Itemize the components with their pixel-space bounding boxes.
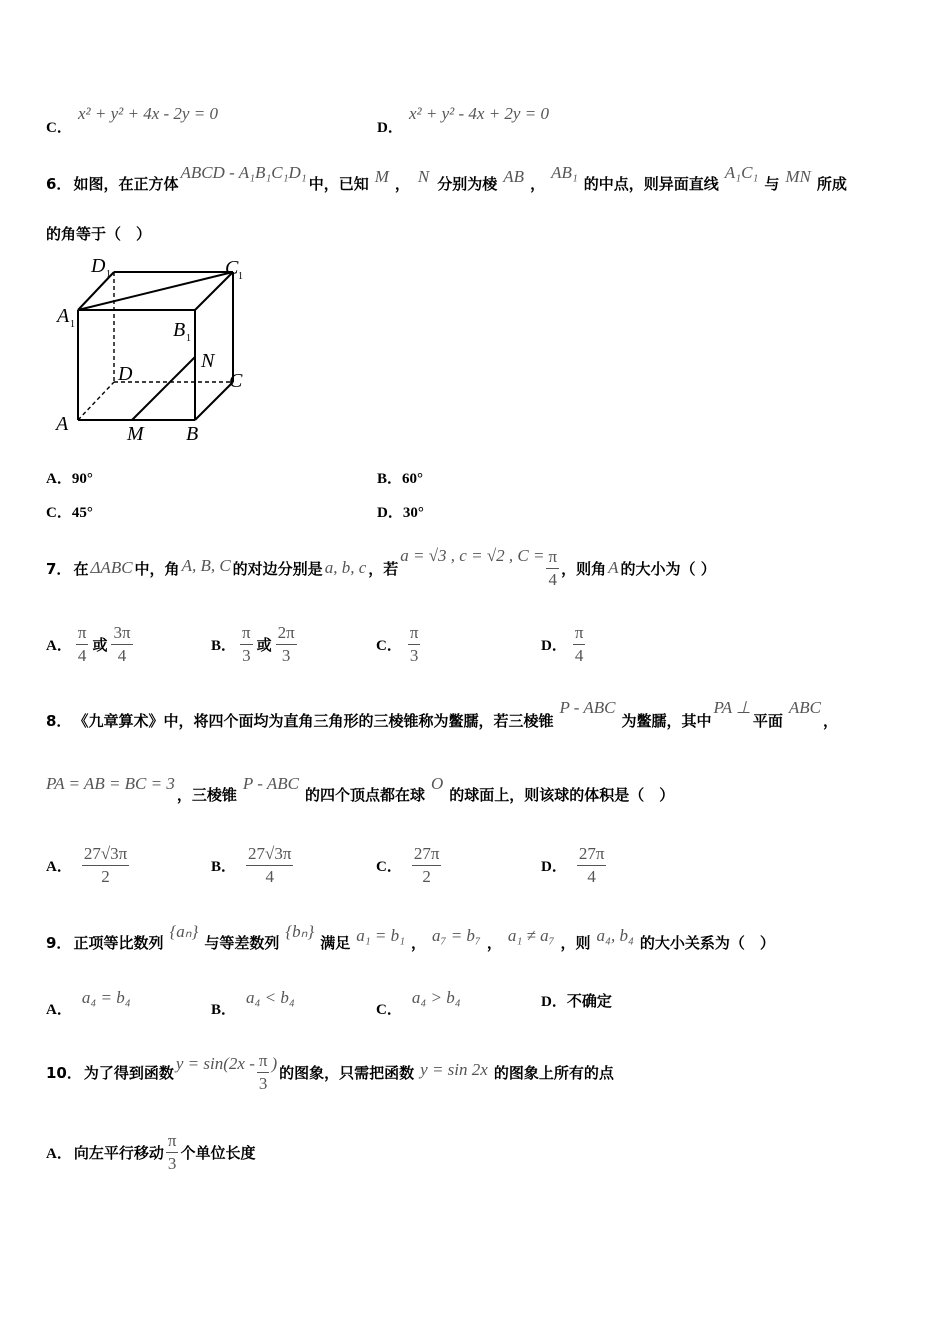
text: ， <box>530 174 546 193</box>
text: ，则 <box>560 933 591 952</box>
q9-option-c <box>376 982 461 1022</box>
math: MN <box>785 167 811 186</box>
q6-option-a <box>46 467 93 488</box>
math: A₁C₁ <box>724 163 759 182</box>
option-label: A． <box>46 471 72 487</box>
option-text: a₄ < b₄ <box>246 988 295 1007</box>
label-a1: A <box>57 305 70 327</box>
option-label: A． <box>46 637 72 654</box>
label-n: N <box>201 350 215 372</box>
cube-figure <box>50 250 260 450</box>
text: 为鳖臑，其中 <box>621 711 712 730</box>
fraction-numerator: 27π <box>412 844 442 866</box>
text: 中，已知 <box>308 174 369 193</box>
text: 正项等比数列 <box>73 933 164 952</box>
option-label: A． <box>46 1145 72 1162</box>
text: ， <box>394 174 410 193</box>
fraction <box>246 844 293 886</box>
text: 的大小关系为（ ） <box>639 933 775 952</box>
question-8-line-1 <box>46 700 838 740</box>
fraction <box>577 844 607 886</box>
fraction-denominator: 4 <box>77 645 87 665</box>
label-d1-sub: 1 <box>106 269 111 280</box>
fraction-denominator: 4 <box>548 569 558 589</box>
label-b1: B <box>173 319 186 341</box>
fraction-numerator: π <box>257 1051 270 1073</box>
math: a₁ ≠ a₇ <box>507 926 555 945</box>
q7-option-a <box>46 620 133 668</box>
q6-option-c <box>46 501 93 522</box>
fraction-denominator: 4 <box>587 866 596 886</box>
fraction <box>573 623 586 665</box>
question-number: 6． <box>46 174 72 193</box>
fraction-numerator: π <box>240 623 253 645</box>
fraction-numerator: 27√3π <box>82 844 129 866</box>
text: 《九章算术》中，将四个面均为直角三角形的三棱锥称为鳖臑，若三棱锥 <box>73 711 554 730</box>
label-c1-sub: 1 <box>238 271 243 282</box>
question-8-line-2 <box>46 774 674 814</box>
fraction-numerator: 3π <box>111 623 132 645</box>
fraction <box>240 623 253 665</box>
q9-option-b <box>211 982 295 1022</box>
math: ABCD - A₁B₁C₁D₁ <box>180 163 307 182</box>
fraction-denominator: 2 <box>422 866 431 886</box>
math: ABC <box>788 698 821 717</box>
fraction-numerator: 27√3π <box>246 844 293 866</box>
fraction <box>166 1131 179 1173</box>
math: {bₙ} <box>285 922 315 941</box>
text: 或 <box>92 635 108 654</box>
text: 平面 <box>752 711 783 730</box>
math: PA ⊥ <box>713 698 751 717</box>
text: 为了得到函数 <box>83 1063 174 1082</box>
option-label: A． <box>46 858 72 875</box>
option-text: 60° <box>402 471 424 487</box>
question-7-line <box>46 538 716 598</box>
text: 的大小为（ ） <box>620 559 716 578</box>
text: 个单位长度 <box>180 1143 256 1162</box>
label-a1-sub: 1 <box>70 319 75 330</box>
q10-option-a <box>46 1122 255 1182</box>
math: P - ABC <box>559 698 616 717</box>
text: 的球面上，则该球的体积是（ ） <box>449 785 675 804</box>
edge-b-c <box>195 382 233 420</box>
q9-option-d <box>541 990 612 1011</box>
q8-option-b <box>211 840 293 890</box>
segment-m-n <box>132 357 195 420</box>
option-label: B． <box>211 858 237 875</box>
fraction-denominator: 3 <box>409 645 419 665</box>
math: ) <box>271 1054 278 1073</box>
text: 的图象上所有的点 <box>493 1063 614 1082</box>
prev-option-d <box>377 116 403 137</box>
fraction <box>257 1051 270 1093</box>
fraction <box>111 623 132 665</box>
q6-option-b <box>377 467 423 488</box>
fraction <box>76 623 89 665</box>
fraction-numerator: π <box>166 1131 179 1153</box>
q7-option-d <box>541 620 585 668</box>
option-label: B． <box>211 637 237 654</box>
fraction-denominator: 2 <box>101 866 110 886</box>
question-number: 8． <box>46 711 72 730</box>
text: 的中点，则异面直线 <box>583 174 719 193</box>
label-c: C <box>229 370 243 392</box>
q8-option-c <box>376 840 441 890</box>
fraction <box>82 844 129 886</box>
question-9-line <box>46 922 775 962</box>
fraction-denominator: 4 <box>574 645 584 665</box>
question-6-line-1 <box>46 163 847 200</box>
option-label: C． <box>46 120 72 136</box>
question-number: 9． <box>46 933 72 952</box>
fraction-denominator: 3 <box>242 645 251 665</box>
option-label: B． <box>211 1001 237 1018</box>
math: AB₁ <box>551 163 578 182</box>
option-label: C． <box>376 637 402 654</box>
question-10-line <box>46 1042 614 1102</box>
text: 与 <box>764 174 780 193</box>
fraction-numerator: 2π <box>276 623 297 645</box>
option-text: a₄ > b₄ <box>411 988 461 1007</box>
text: ， <box>486 933 502 952</box>
label-c1: C <box>225 257 239 279</box>
q7-option-c <box>376 620 420 668</box>
math: ΔABC <box>90 558 133 577</box>
label-b1-sub: 1 <box>186 333 191 344</box>
label-d: D <box>118 363 133 385</box>
text: 与等差数列 <box>204 933 280 952</box>
text: ，三棱锥 <box>176 785 237 804</box>
text: 所成 <box>816 174 847 193</box>
text: 如图，在正方体 <box>73 174 179 193</box>
question-number: 7． <box>46 559 72 578</box>
text: ，则角 <box>561 559 607 578</box>
option-label: D． <box>377 505 403 521</box>
fraction-numerator: 27π <box>577 844 607 866</box>
option-label: C． <box>376 1001 402 1018</box>
text: 满足 <box>320 933 351 952</box>
math: a₇ = b₇ <box>432 926 481 945</box>
option-label: D． <box>541 858 567 875</box>
option-label: B． <box>377 471 403 487</box>
math: O <box>430 774 444 793</box>
prev-option-c-expr: x² + y² + 4x - 2y = 0 <box>78 104 218 123</box>
label-b: B <box>186 423 199 445</box>
q8-option-a <box>46 840 129 890</box>
prev-option-d-expr: x² + y² - 4x + 2y = 0 <box>409 104 549 123</box>
math: A <box>608 558 619 577</box>
text: 的四个顶点都在球 <box>304 785 425 804</box>
q8-option-d <box>541 840 606 890</box>
text: ， <box>822 711 838 730</box>
fraction-numerator: π <box>76 623 89 645</box>
option-label: D． <box>541 994 567 1010</box>
q6-option-d <box>377 501 424 522</box>
question-number: 10． <box>46 1063 82 1082</box>
text: 或 <box>256 635 272 654</box>
fraction-numerator: π <box>408 623 421 645</box>
option-text: 45° <box>71 505 93 521</box>
fraction-numerator: π <box>573 623 586 645</box>
text: 的图象，只需把函数 <box>279 1063 415 1082</box>
fraction-denominator: 3 <box>281 645 291 665</box>
label-m: M <box>127 423 144 445</box>
math: a₄, b₄ <box>596 926 634 945</box>
text: 在 <box>73 559 89 578</box>
math: y = sin(2x - <box>175 1054 255 1073</box>
option-label: C． <box>376 858 402 875</box>
math: a, b, c <box>324 558 367 577</box>
text: ，若 <box>368 559 399 578</box>
fraction-denominator: 3 <box>167 1153 177 1173</box>
text: 分别为棱 <box>437 174 498 193</box>
option-label: D． <box>541 637 567 654</box>
math: A, B, C <box>181 556 231 575</box>
fraction <box>546 547 559 589</box>
segment-a1-c1 <box>78 272 233 310</box>
math: P - ABC <box>242 774 299 793</box>
option-label: A． <box>46 1001 72 1018</box>
option-text: a₄ = b₄ <box>81 988 131 1007</box>
option-text: 不确定 <box>566 992 612 1010</box>
fraction-numerator: π <box>546 547 559 569</box>
math: y = sin 2x <box>420 1060 488 1079</box>
math: M <box>374 167 389 186</box>
fraction <box>412 844 442 886</box>
option-label: D． <box>377 120 403 136</box>
text: 的对边分别是 <box>232 559 323 578</box>
fraction-denominator: 4 <box>117 645 127 665</box>
fraction <box>276 623 297 665</box>
text: ， <box>411 933 427 952</box>
hidden-edge-a-d <box>78 382 114 420</box>
math: a₁ = b₁ <box>356 926 406 945</box>
label-a: A <box>56 413 69 435</box>
math: AB <box>503 167 525 186</box>
option-text: 30° <box>402 505 424 521</box>
math: PA = AB = BC = 3 <box>46 774 175 793</box>
q9-option-a <box>46 982 131 1022</box>
text: 向左平行移动 <box>73 1143 164 1162</box>
q7-option-b <box>211 620 297 668</box>
label-d1: D <box>91 255 106 277</box>
option-text: 90° <box>71 471 93 487</box>
fraction-denominator: 4 <box>265 866 274 886</box>
fraction-denominator: 3 <box>258 1073 268 1093</box>
math: {aₙ} <box>169 922 199 941</box>
fraction <box>408 623 421 665</box>
option-label: C． <box>46 505 72 521</box>
question-6-line-2: 的角等于（ ） <box>46 225 152 243</box>
math: N <box>417 167 430 186</box>
prev-option-c <box>46 116 72 137</box>
math: a = √3 , c = √2 , C = <box>400 546 545 565</box>
text: 中，角 <box>134 559 180 578</box>
